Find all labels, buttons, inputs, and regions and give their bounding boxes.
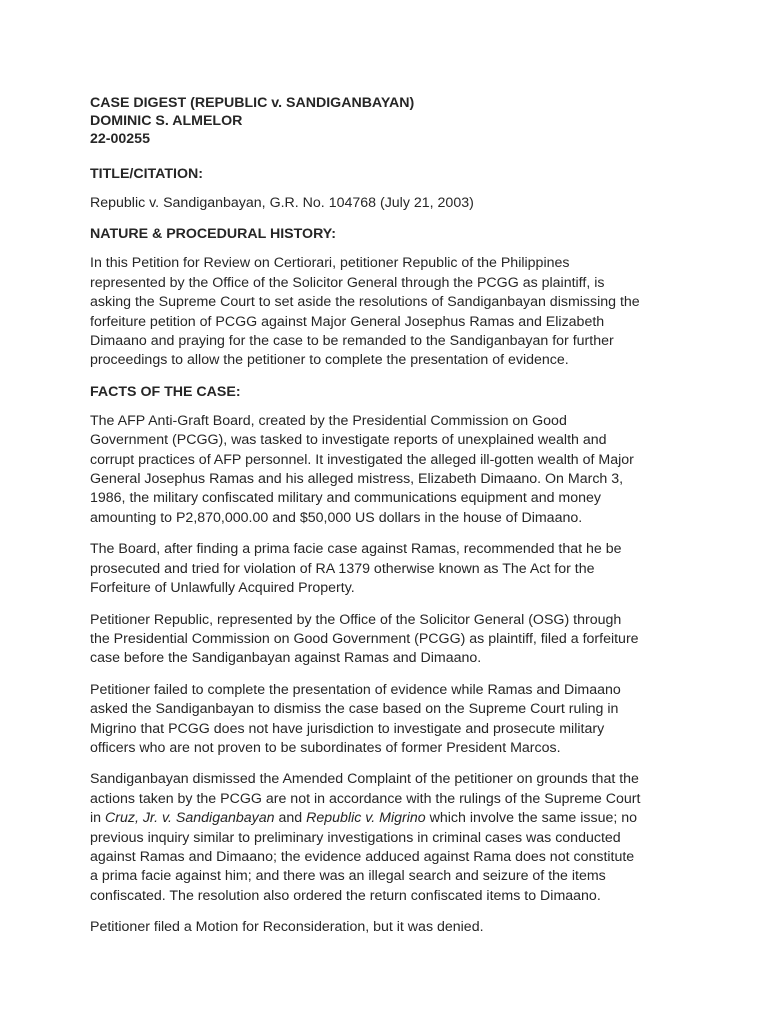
student-id: 22-00255 bbox=[90, 131, 150, 147]
text-line: 1986, the military confiscated military and communications equipment and money bbox=[90, 490, 602, 507]
case-citation-migrino: Republic v. Migrino bbox=[306, 810, 426, 827]
text-line: proceedings to allow the petitioner to complete the presentation of evidence. bbox=[90, 352, 569, 369]
text-line: The Board, after finding a prima facie case against Ramas, recommended that he be bbox=[90, 541, 622, 558]
text-line: officers who are not proven to be subordinates of former President Marcos. bbox=[90, 739, 561, 756]
text-line: Petitioner filed a Motion for Reconsideration, but it was denied. bbox=[90, 919, 484, 936]
text-segment: in bbox=[90, 810, 105, 827]
heading-title-citation: TITLE/CITATION: bbox=[90, 166, 203, 182]
heading-facts-of-the-case: FACTS OF THE CASE: bbox=[90, 383, 241, 400]
text-line: forfeiture petition of PCGG against Major General Josephus Ramas and Elizabeth bbox=[90, 313, 605, 330]
text-line: Government (PCGG), was tasked to investigate reports of unexplained wealth and bbox=[90, 432, 607, 449]
document-header bbox=[90, 94, 690, 148]
text-line: against Ramas and Dimaano; the evidence adduced against Rama does not constitute bbox=[90, 848, 635, 865]
facts-paragraph-5 bbox=[90, 770, 690, 906]
text-line: represented by the Office of the Solicitor General through the PCGG as plaintiff, is bbox=[90, 274, 605, 291]
text-line: case before the Sandiganbayan against Ramas and Dimaano. bbox=[90, 650, 482, 667]
facts-paragraph-4 bbox=[90, 681, 690, 759]
text-line: Petitioner failed to complete the presentation of evidence while Ramas and Dimaano bbox=[90, 681, 621, 698]
text-line: The AFP Anti-Graft Board, created by the Presidential Commission on Good bbox=[90, 412, 567, 429]
text-line: confiscated. The resolution also ordered the return confiscated items to Dimaano. bbox=[90, 887, 601, 904]
text-line: corrupt practices of AFP personnel. It investigated the alleged ill-gotten wealth of Major bbox=[90, 451, 634, 468]
text-line: asking the Supreme Court to set aside the resolutions of Sandiganbayan dismissing the bbox=[90, 294, 640, 311]
text-segment: which involve the same issue; no bbox=[425, 810, 638, 827]
author-name: DOMINIC S. ALMELOR bbox=[90, 113, 243, 129]
text-line: Sandiganbayan dismissed the Amended Complaint of the petitioner on grounds that the bbox=[90, 771, 639, 788]
case-citation-cruz: Cruz, Jr. v. Sandiganbayan bbox=[104, 810, 275, 827]
heading-nature-procedural-history: NATURE & PROCEDURAL HISTORY: bbox=[90, 226, 336, 243]
text-line: actions taken by the PCGG are not in accordance with the rulings of the Supreme Court bbox=[90, 790, 641, 807]
facts-paragraph-1 bbox=[90, 412, 690, 528]
text-line bbox=[90, 809, 690, 828]
text-line: asked the Sandiganbayan to dismiss the case based on the Supreme Court ruling in bbox=[90, 701, 619, 718]
citation-text: Republic v. Sandiganbayan, G.R. No. 104768 (July 21, 2003) bbox=[90, 195, 474, 211]
nature-paragraph bbox=[90, 254, 690, 370]
text-line: prosecuted and tried for violation of RA 1379 otherwise known as The Act for the bbox=[90, 560, 595, 577]
text-line: General Josephus Ramas and his alleged mistress, Elizabeth Dimaano. On March 3, bbox=[90, 471, 624, 488]
text-line: Dimaano and praying for the case to be remanded to the Sandiganbayan for further bbox=[90, 333, 614, 350]
text-segment: and bbox=[274, 810, 307, 827]
facts-paragraph-3 bbox=[90, 611, 690, 669]
document-title: CASE DIGEST (REPUBLIC v. SANDIGANBAYAN) bbox=[90, 95, 415, 111]
document-page bbox=[90, 94, 690, 938]
facts-paragraph-6 bbox=[90, 918, 690, 937]
text-line: the Presidential Commission on Good Government (PCGG) as plaintiff, filed a forfeiture bbox=[90, 630, 639, 647]
text-line: amounting to P2,870,000.00 and $50,000 US dollars in the house of Dimaano. bbox=[90, 509, 583, 526]
text-line: Petitioner Republic, represented by the Office of the Solicitor General (OSG) through bbox=[90, 611, 622, 628]
text-line: previous inquiry similar to preliminary investigations in criminal cases was conducted bbox=[90, 829, 621, 846]
text-line: Forfeiture of Unlawfully Acquired Property. bbox=[90, 580, 355, 597]
text-line: a prima facie against him; and there was an illegal search and seizure of the items bbox=[90, 868, 606, 885]
text-line: Migrino that PCGG does not have jurisdiction to investigate and prosecute military bbox=[90, 720, 605, 737]
facts-paragraph-2 bbox=[90, 540, 690, 598]
text-line: In this Petition for Review on Certiorari, petitioner Republic of the Philippines bbox=[90, 255, 570, 272]
